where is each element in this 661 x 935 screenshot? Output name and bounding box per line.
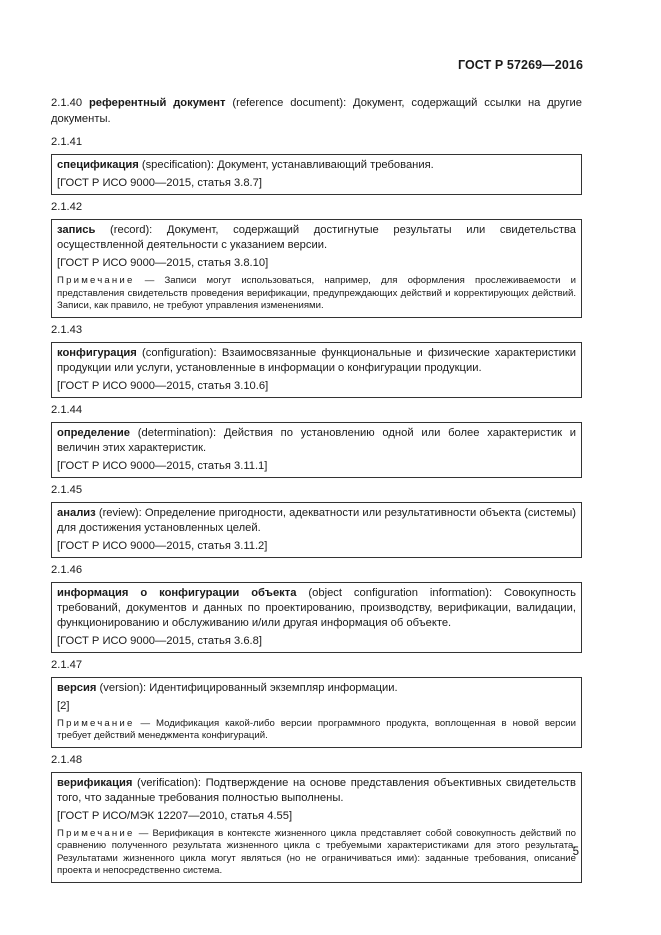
- document-body: [51, 95, 582, 888]
- note-text: — Модификация какой-либо версии программного продукта, воплощенная в новой версии требует действий менеджмента конфигураций.: [57, 717, 576, 741]
- definition-text: [57, 426, 576, 456]
- definition: (review): Определение пригодности, адекватности или результативности объекта (системы) для достижения установленных целей.: [57, 506, 576, 534]
- definition-text: [57, 223, 576, 253]
- definition-box: [51, 582, 582, 653]
- term: информация о конфигурации объекта: [57, 586, 297, 599]
- definition-box: [51, 422, 582, 478]
- definition: (determination): Действия по установлению одной или более характеристик и величин этих характеристик.: [57, 426, 576, 454]
- note-label: Примечание: [57, 717, 135, 729]
- definition-text: [57, 586, 576, 631]
- entry-2-1-40: [51, 95, 582, 127]
- term: конфигурация: [57, 346, 137, 359]
- definition: (verification): Подтверждение на основе представления объективных свидетельств того, что заданные требования полностью выполнены.: [57, 776, 576, 804]
- definition-box: [51, 772, 582, 883]
- entry-number: 2.1.47: [51, 658, 83, 671]
- definition-text: [57, 346, 576, 376]
- entry-number: 2.1.43: [51, 323, 83, 336]
- entry-number: 2.1.44: [51, 403, 83, 416]
- reference: [ГОСТ Р ИСО 9000—2015, статья 3.11.1]: [57, 459, 268, 472]
- entry-number: 2.1.42: [51, 201, 83, 213]
- definition-text: [57, 681, 576, 696]
- definition-box: [51, 154, 582, 195]
- page-number: 5: [572, 846, 579, 858]
- entry-number: 2.1.41: [51, 136, 83, 148]
- reference: [ГОСТ Р ИСО 9000—2015, статья 3.8.10]: [57, 257, 269, 269]
- term: анализ: [57, 506, 96, 519]
- note-label: Примечание: [57, 827, 135, 839]
- definition: (version): Идентифицированный экземпляр информации.: [96, 681, 398, 694]
- reference: [2]: [57, 699, 70, 712]
- entry-number: 2.1.48: [51, 753, 83, 766]
- definition-text: [57, 506, 576, 536]
- definition-text: [57, 776, 576, 806]
- note: [57, 718, 576, 743]
- entry-definition: (reference document): Документ, содержащий ссылки на другие документы.: [51, 97, 583, 125]
- reference: [ГОСТ Р ИСО/МЭК 12207—2010, статья 4.55]: [57, 809, 293, 822]
- document-code: ГОСТ Р 57269—2016: [457, 58, 583, 72]
- definition-text: [57, 158, 576, 173]
- entry-term: референтный документ: [88, 97, 226, 109]
- reference: [ГОСТ Р ИСО 9000—2015, статья 3.6.8]: [57, 634, 263, 647]
- term: версия: [57, 681, 97, 694]
- definition: (specification): Документ, устанавливающий требования.: [138, 159, 434, 171]
- entry-number: 2.1.45: [51, 483, 83, 496]
- note-text: — Верификация в контексте жизненного цикла представляет собой совокупность действий по сравнению полученного результата жизненного цикла с требуемыми характеристиками для этого результата. Результатами жизненного цикла могут являться (но не ограничиваться ими): заданные требования, описание проекта и непосредственно система.: [57, 827, 576, 876]
- term: запись: [57, 224, 96, 236]
- note-label: Примечание: [57, 275, 135, 286]
- entry-number: 2.1.40: [51, 97, 83, 109]
- definition: (record): Документ, содержащий достигнутые результаты или свидетельства осуществленной деятельности с указанием версии.: [57, 224, 576, 251]
- definition: (configuration): Взаимосвязанные функциональные и физические характеристики продукции или услуги, установленные в информации о конфигурации продукции.: [57, 346, 576, 374]
- note-text: — Записи могут использоваться, например, для оформления прослеживаемости и представления свидетельств проведения верификации, предупреждающих действий и корректирующих действий. Записи, как правило, не требуют управления изменениями.: [57, 275, 576, 311]
- definition-box: [51, 219, 582, 318]
- reference: [ГОСТ Р ИСО 9000—2015, статья 3.10.6]: [57, 379, 269, 392]
- reference: [ГОСТ Р ИСО 9000—2015, статья 3.8.7]: [57, 177, 263, 189]
- reference: [ГОСТ Р ИСО 9000—2015, статья 3.11.2]: [57, 539, 268, 552]
- definition-box: [51, 677, 582, 748]
- term: спецификация: [57, 159, 139, 171]
- definition-box: [51, 342, 582, 398]
- term: определение: [57, 426, 131, 439]
- term: верификация: [57, 776, 133, 789]
- definition: (object configuration information): Совокупность требований, документов и данных по проектированию, производству, верификации, валидации, функционированию и обслуживанию и/или другая информация об объекте.: [57, 586, 576, 629]
- note: [57, 275, 576, 313]
- note: [57, 828, 576, 878]
- definition-box: [51, 502, 582, 558]
- entry-number: 2.1.46: [51, 563, 83, 576]
